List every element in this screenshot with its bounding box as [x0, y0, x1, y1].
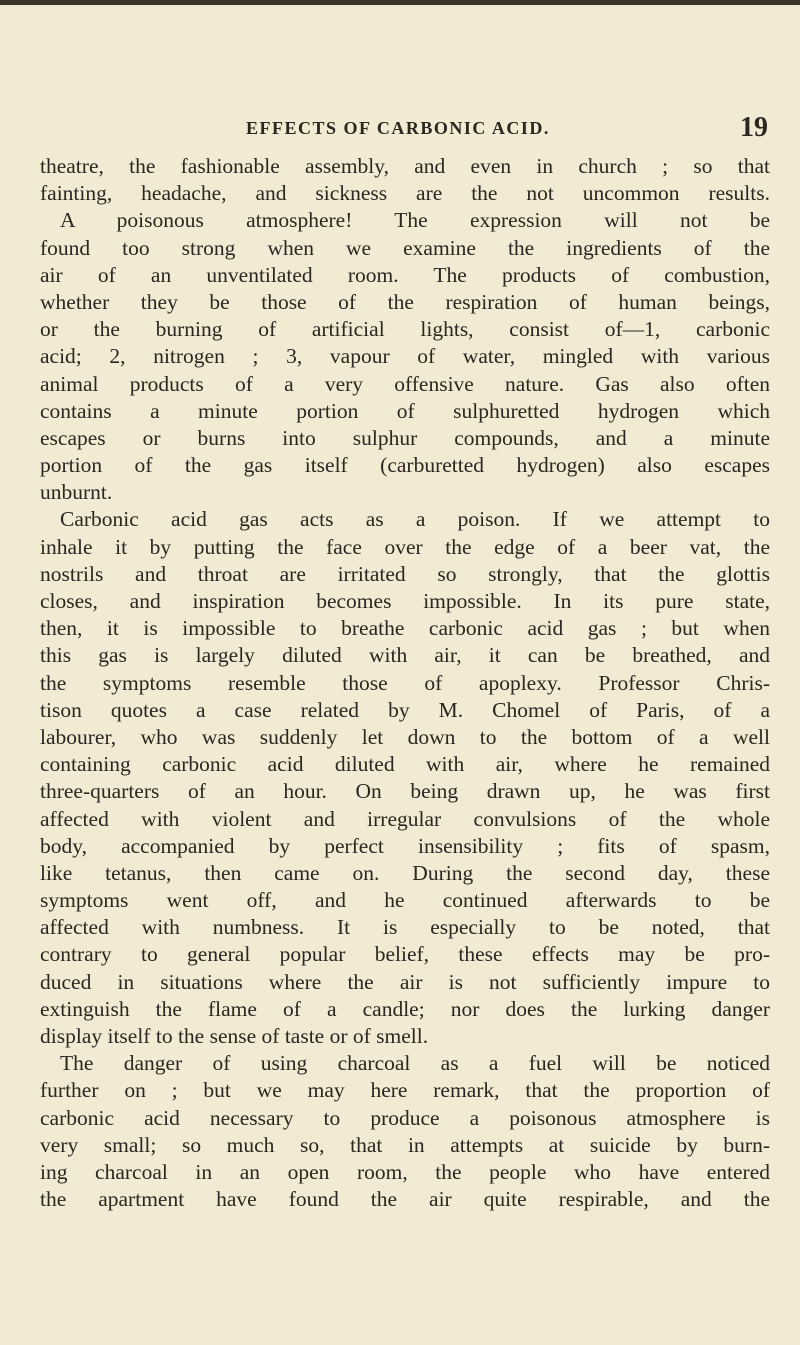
text-line: labourer, who was suddenly let down to the bottom of a well: [40, 724, 770, 749]
text-line: affected with numbness. It is especially to be noted, that: [40, 915, 770, 940]
text-line: body, accompanied by perfect insensibility ; fits of spasm,: [40, 833, 770, 858]
text-line: unburnt.: [40, 480, 113, 505]
text-line: extinguish the flame of a candle; nor does the lurking danger: [40, 996, 770, 1021]
text-line: three-quarters of an hour. On being drawn up, he was first: [40, 779, 770, 804]
text-line: portion of the gas itself (carburetted hydrogen) also escapes: [40, 453, 770, 478]
text-line: or the burning of artificial lights, consist of—1, carbonic: [40, 317, 770, 342]
text-line: tison quotes a case related by M. Chomel of Paris, of a: [40, 697, 770, 722]
text-line: air of an unventilated room. The products of combustion,: [40, 262, 770, 287]
text-line: Carbonic acid gas acts as a poison. If we attempt to: [60, 507, 770, 532]
body-text: [40, 153, 770, 1213]
text-line: escapes or burns into sulphur compounds, and a minute: [40, 425, 770, 450]
text-line: the apartment have found the air quite respirable, and the: [40, 1187, 770, 1212]
text-line: The danger of using charcoal as a fuel will be noticed: [60, 1051, 770, 1076]
text-line: further on ; but we may here remark, that the proportion of: [40, 1078, 770, 1103]
text-line: closes, and inspiration becomes impossible. In its pure state,: [40, 589, 770, 613]
text-line: affected with violent and irregular convulsions of the whole: [40, 806, 770, 831]
text-line: contrary to general popular belief, these effects may be pro-: [40, 942, 770, 967]
text-line: acid; 2, nitrogen ; 3, vapour of water, mingled with various: [40, 344, 770, 369]
text-line: containing carbonic acid diluted with air, where he remained: [40, 752, 770, 777]
page-number: 19: [740, 112, 768, 143]
text-line: fainting, headache, and sickness are the not uncommon results.: [40, 181, 770, 206]
text-line: carbonic acid necessary to produce a poisonous atmosphere is: [40, 1105, 770, 1130]
text-line: whether they be those of the respiration of human beings,: [40, 289, 770, 314]
text-line: then, it is impossible to breathe carbonic acid gas ; but when: [40, 616, 770, 641]
text-line: display itself to the sense of taste or of smell.: [40, 1024, 429, 1048]
text-line: this gas is largely diluted with air, it can be breathed, and: [40, 643, 770, 668]
page-top-edge: [0, 0, 800, 5]
text-line: animal products of a very offensive nature. Gas also often: [40, 371, 770, 396]
text-line: very small; so much so, that in attempts at suicide by burn-: [40, 1132, 770, 1157]
text-line: found too strong when we examine the ingredients of the: [40, 235, 770, 260]
text-line: contains a minute portion of sulphuretted hydrogen which: [40, 398, 770, 423]
text-line: like tetanus, then came on. During the second day, these: [40, 860, 770, 885]
text-line: the symptoms resemble those of apoplexy. Professor Chris-: [40, 670, 770, 695]
text-line: symptoms went off, and he continued afterwards to be: [40, 888, 770, 913]
text-line: inhale it by putting the face over the edge of a beer vat, the: [40, 534, 770, 559]
text-line: A poisonous atmosphere! The expression will not be: [60, 208, 770, 233]
text-line: ing charcoal in an open room, the people who have entered: [40, 1159, 770, 1184]
text-line: theatre, the fashionable assembly, and even in church ; so that: [40, 154, 770, 178]
text-line: nostrils and throat are irritated so strongly, that the glottis: [40, 561, 770, 586]
running-title: EFFECTS OF CARBONIC ACID.: [246, 118, 550, 138]
running-head: [40, 112, 770, 152]
text-line: duced in situations where the air is not sufficiently impure to: [40, 969, 770, 994]
